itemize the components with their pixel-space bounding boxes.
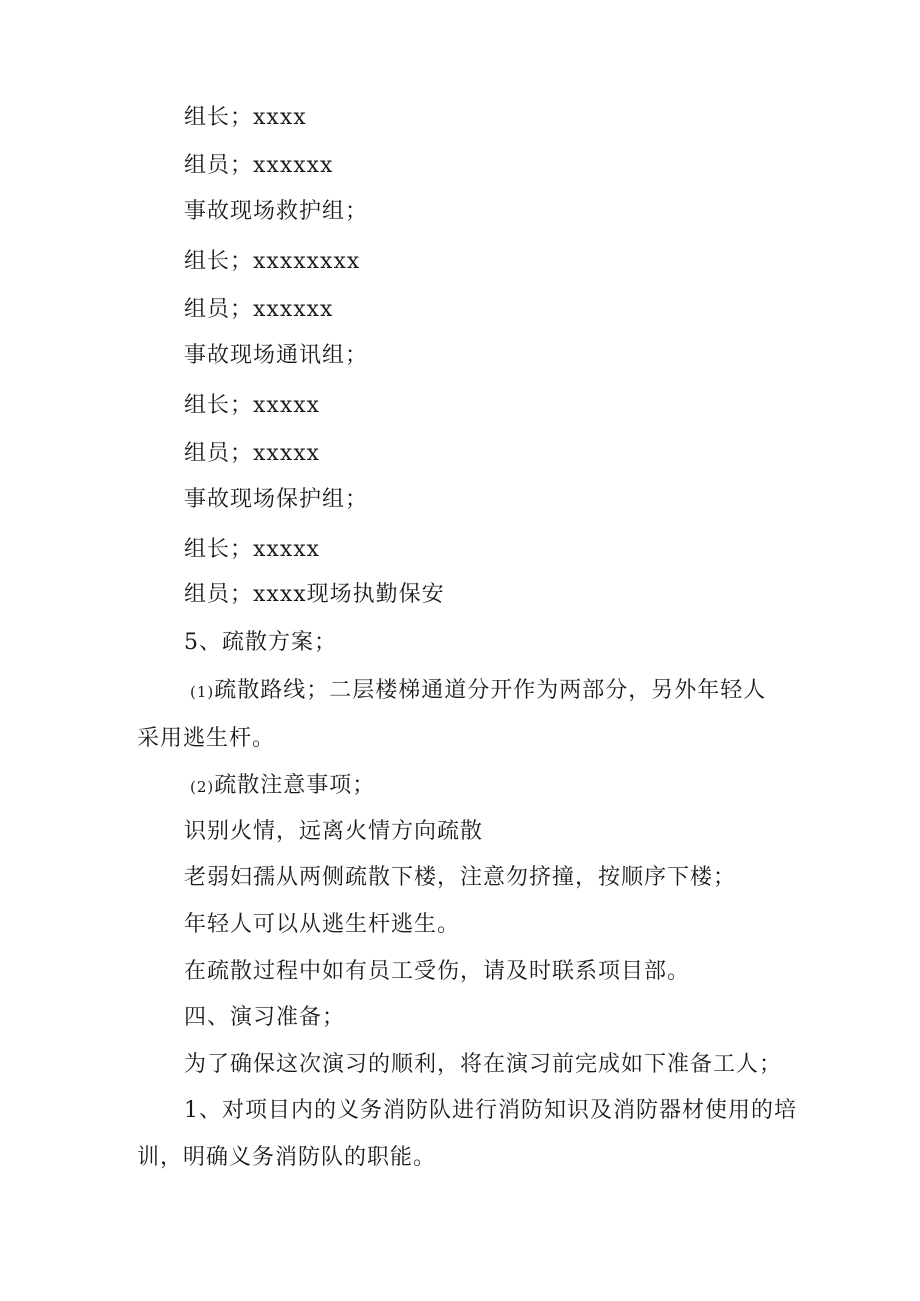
text-line: 事故现场救护组； bbox=[184, 199, 369, 224]
text-line: 组长；xxxxxxxx bbox=[184, 249, 361, 274]
text-line: 组长；xxxx bbox=[184, 105, 307, 130]
text-line: 训，明确义务消防队的职能。 bbox=[137, 1145, 437, 1170]
list-item bbox=[190, 676, 766, 707]
text-line: 识别火情，远离火情方向疏散 bbox=[184, 819, 484, 844]
text-line: 组员；xxxx现场执勤保安 bbox=[184, 582, 445, 607]
text-line: 采用逃生杆。 bbox=[137, 726, 276, 751]
text-line: 组员；xxxxxx bbox=[184, 297, 334, 322]
text-line: 组长；xxxxx bbox=[184, 537, 321, 562]
text-line: 组长；xxxxx bbox=[184, 393, 321, 418]
section-heading: 5、疏散方案； bbox=[184, 630, 337, 655]
text-line: 1、对项目内的义务消防队进行消防知识及消防器材使用的培 bbox=[184, 1098, 797, 1123]
text-line: 在疏散过程中如有员工受伤，请及时联系项目部。 bbox=[184, 959, 691, 984]
list-marker: (2) bbox=[190, 778, 215, 796]
text-line: 事故现场保护组； bbox=[184, 487, 369, 512]
section-heading: 四、演习准备； bbox=[184, 1005, 346, 1030]
text-line: 老弱妇孺从两侧疏散下楼，注意勿挤撞，按顺序下楼； bbox=[184, 865, 737, 890]
list-item-text: 疏散路线；二层楼梯通道分开作为两部分，另外年轻人 bbox=[214, 678, 767, 703]
list-item-text: 疏散注意事项； bbox=[214, 773, 376, 798]
text-line: 事故现场通讯组； bbox=[184, 343, 369, 368]
text-line: 为了确保这次演习的顺利，将在演习前完成如下准备工人； bbox=[184, 1052, 783, 1077]
list-item bbox=[190, 771, 375, 802]
text-line: 组员；xxxxx bbox=[184, 441, 321, 466]
text-line: 组员；xxxxxx bbox=[184, 153, 334, 178]
text-line: 年轻人可以从逃生杆逃生。 bbox=[184, 912, 461, 937]
list-marker: (1) bbox=[190, 683, 215, 701]
